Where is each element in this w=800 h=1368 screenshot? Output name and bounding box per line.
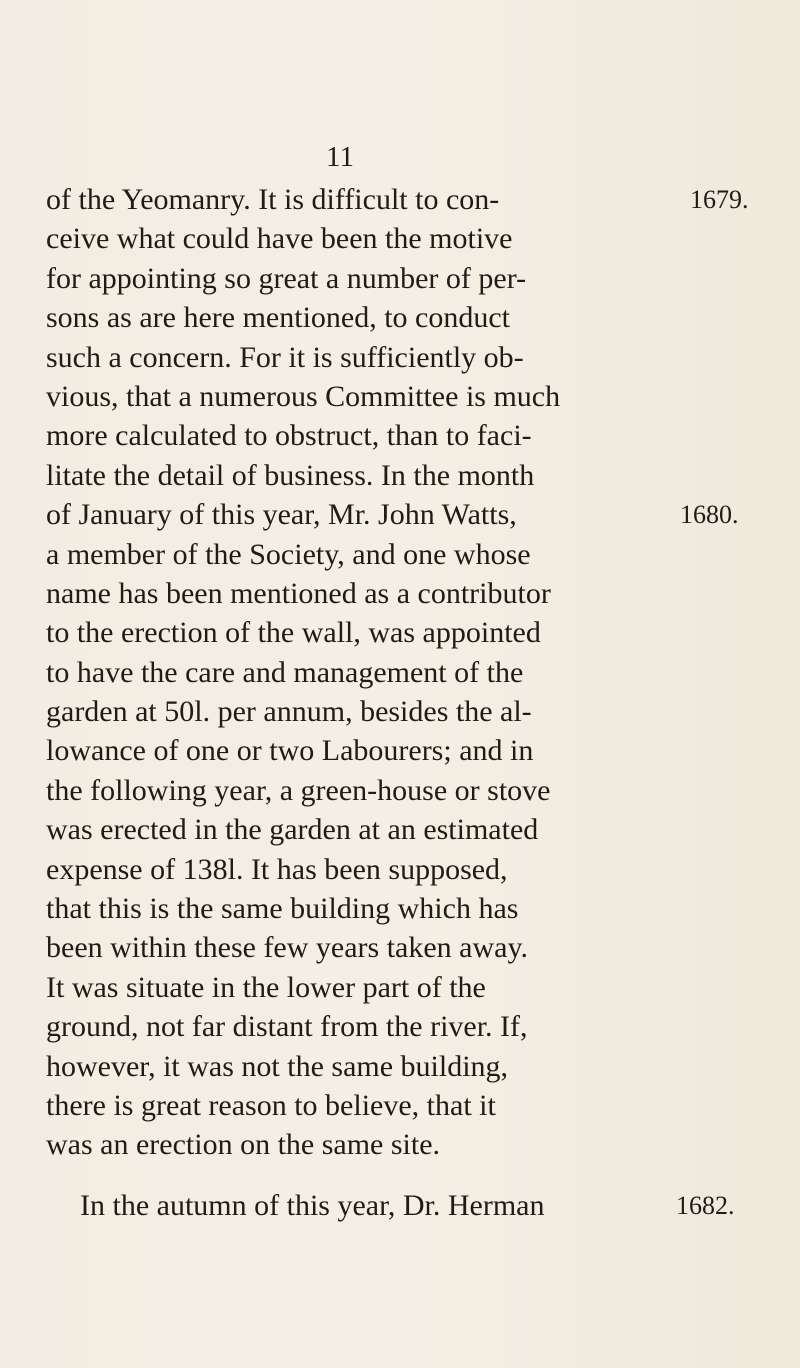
margin-year: 1679. — [690, 185, 749, 214]
line-text: In the autumn of this year, Dr. Herman — [80, 1188, 545, 1222]
line-text: such a concern. For it is sufficiently ob- — [46, 340, 524, 374]
text-line — [46, 219, 736, 258]
text-line — [46, 338, 736, 377]
text-line — [46, 653, 736, 692]
text-line — [46, 692, 736, 731]
text-line — [46, 1007, 736, 1046]
line-text: however, it was not the same building, — [46, 1049, 509, 1083]
line-text: was an erection on the same site. — [46, 1128, 441, 1162]
text-line — [46, 535, 736, 574]
line-text: there is great reason to believe, that it — [46, 1088, 496, 1122]
text-line — [46, 889, 736, 928]
text-line — [46, 298, 736, 337]
text-line — [46, 968, 736, 1007]
text-line — [46, 850, 736, 889]
line-text: It was situate in the lower part of the — [46, 970, 486, 1004]
page-number: 11 — [326, 141, 354, 173]
margin-year: 1682. — [676, 1190, 735, 1220]
line-text: of the Yeomanry. It is difficult to con- — [46, 183, 500, 216]
line-text: ceive what could have been the motive — [46, 222, 513, 256]
line-text: to have the care and management of the — [46, 655, 524, 689]
text-line — [46, 180, 749, 219]
margin-year: 1680. — [680, 500, 739, 530]
text-line — [46, 1047, 736, 1086]
text-line — [46, 928, 736, 967]
text-line — [46, 495, 739, 534]
line-text: was erected in the garden at an estimated — [46, 813, 539, 847]
line-text: to the erection of the wall, was appointed — [46, 616, 541, 650]
text-line — [46, 1125, 736, 1164]
text-line — [46, 377, 736, 416]
line-text: been within these few years taken away. — [46, 931, 529, 965]
text-line — [46, 259, 736, 298]
text-line — [46, 574, 736, 613]
line-text: expense of 138l. It has been supposed, — [46, 852, 508, 886]
line-text: a member of the Society, and one whose — [46, 537, 531, 571]
line-text: vious, that a numerous Committee is much — [46, 379, 561, 413]
text-line — [46, 456, 736, 495]
text-line — [46, 613, 736, 652]
line-text: litate the detail of business. In the month — [46, 458, 535, 492]
line-text: lowance of one or two Labourers; and in — [46, 734, 534, 768]
line-text: sons as are here mentioned, to conduct — [46, 301, 511, 335]
text-line — [46, 416, 736, 455]
line-text: garden at 50l. per annum, besides the al- — [46, 695, 532, 729]
line-text: of January of this year, Mr. John Watts, — [46, 498, 517, 532]
line-text: that this is the same building which has — [46, 892, 519, 926]
text-line — [46, 771, 736, 810]
body-text — [46, 180, 749, 1246]
text-line — [46, 1086, 736, 1125]
line-text: more calculated to obstruct, than to faci- — [46, 419, 532, 453]
text-line — [46, 810, 736, 849]
line-text: the following year, a green-house or stove — [46, 773, 551, 807]
paragraph-text-line — [46, 1165, 736, 1246]
line-text: for appointing so great a number of per- — [46, 261, 527, 295]
line-text: name has been mentioned as a contributor — [46, 576, 551, 610]
text-line — [46, 731, 736, 770]
line-text: ground, not far distant from the river. If, — [46, 1010, 528, 1044]
